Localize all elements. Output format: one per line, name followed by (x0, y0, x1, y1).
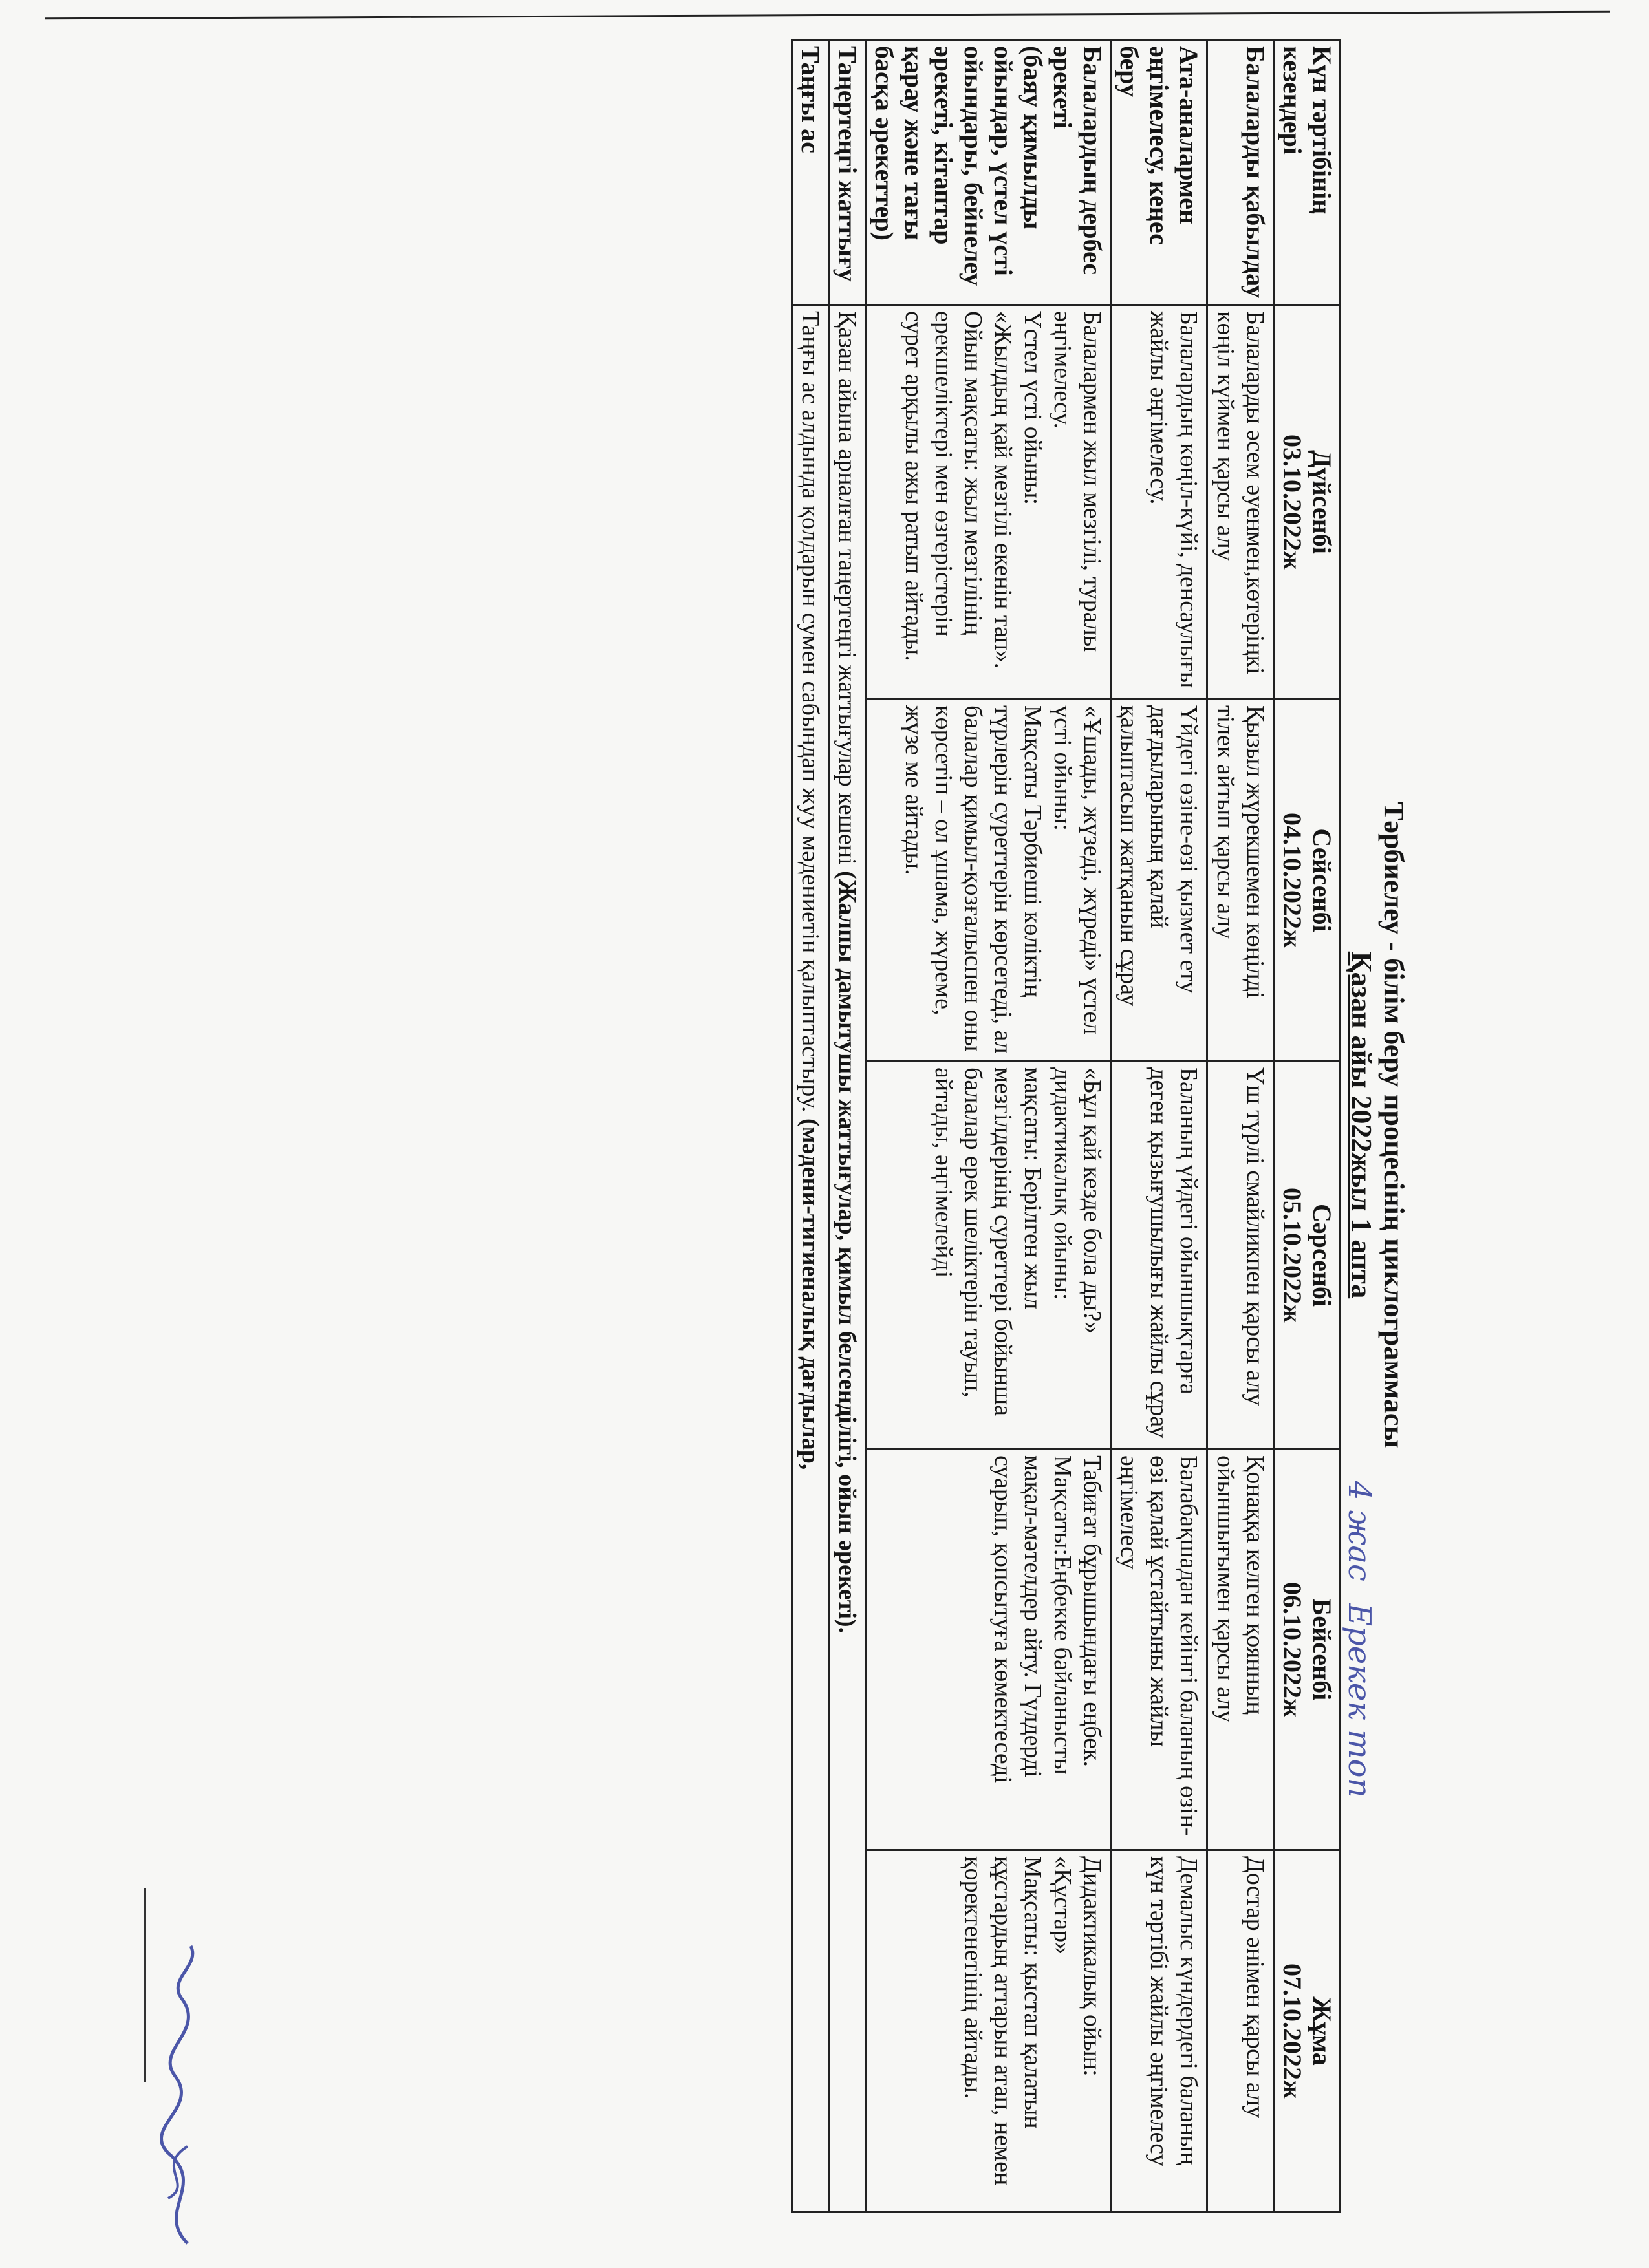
table-cell: Қонаққа келген қоянның ойыншығымен қарсы алу (1207, 1450, 1274, 1850)
table-cell-span (829, 305, 866, 2212)
span-text: Таңғы ас алдында қолдарын сумен сабындап жуу мәдениетін қалыптастыру. (797, 311, 824, 1118)
table-cell: Балалардың көңіл-күйі, денсаулығы жайлы әңгімелесу. (1111, 305, 1207, 700)
signature-mark (129, 1940, 233, 2250)
table-cell: Баланың үйдегі ойыншықтарға деген қызығушылығы жайлы сұрау (1111, 1062, 1207, 1450)
table-cell: Балалармен жыл мезгілі, туралы әңгімелесу. Үстел үсті ойыны: «Жылдың қай мезгілі екенін тап». Ойын мақсаты: жыл мезгілінің ерекшеліктері мен өзгерістерін сурет арқылы ажы ратып айтады. (866, 305, 1111, 700)
day-name: Жұма (1308, 1996, 1337, 2066)
row-label: Таңғы ас (792, 40, 829, 305)
table-row (792, 40, 829, 2212)
day-date: 07.10.2022ж (1278, 1963, 1307, 2099)
handwritten-note-group: Ерекек топ (1341, 1603, 1377, 1798)
table-cell: Табиғат бұрышындағы еңбек. Мақсаты:Еңбекке байланысты мақал-мәтелдер айту. Гүлдерді суарып, қопсытуға көмектеседі (866, 1450, 1111, 1850)
row-label: Таңертеңгі жаттығу (829, 40, 866, 305)
header-day (1274, 700, 1341, 1062)
day-date: 03.10.2022ж (1278, 434, 1307, 570)
scan-edge-line (45, 11, 1610, 20)
span-text: Қазан айына арналған таңертеңгі жаттығулар кешені (834, 311, 861, 872)
table-row (1207, 40, 1274, 2212)
table-cell: «Бұл қай кезде бола ды?» дидактикалық ойыны: мақсаты: Берілген жыл мезгілдерінің суреттері бойынша балалар ерек шеліктерін тауып, айтады, әңгімелейді (866, 1062, 1111, 1450)
header-day (1274, 1062, 1341, 1450)
table-cell: Балаларды әсем әуенмен,көтеріңкі көңіл күймен қарсы алу (1207, 305, 1274, 700)
table-cell: Балабақшадан кейінгі баланың өзін-өзі қалай ұстайтыны жайлы әңгімелесу (1111, 1450, 1207, 1850)
header-day (1274, 1850, 1341, 2212)
table-cell: Демалыс күндердегі баланың күн тәртібі жайлы әңгімелесу (1111, 1850, 1207, 2212)
row-label: Балалардың дербес әрекеті (баяу қимылды ойындар, үстел үсті ойындары, бейнелеу әрекеті, кітаптар қарау және тағы басқа әрекеттер) (866, 40, 1111, 305)
span-bold-text: (мәдени-тигиеналық дағдылар, (797, 1118, 824, 1470)
handwritten-note-age: 4 жас (1341, 1481, 1377, 1581)
day-name: Сейсенбі (1308, 828, 1337, 932)
span-bold-text: (Жалпы дамытушы жаттығулар, қимыл белсенділігі, ойын әрекеті). (834, 871, 861, 1634)
row-label: Балаларды қабылдау (1207, 40, 1274, 305)
cyclogram-table (791, 39, 1341, 2213)
row-label: Ата-аналармен әңгімелесу, кеңес беру (1111, 40, 1207, 305)
document-page (272, 39, 1410, 2211)
day-date: 04.10.2022ж (1278, 812, 1307, 948)
table-cell: «Ұшады, жүзеді, жүреді» үстел үсті ойыны: Мақсаты Тәрбиеші көліктің түрлерін суреттерін көрсетеді, ал балалар қимыл-қозғалыспен оны көрсетіп – ол ұшама, жүреме, жүзе ме айтады. (866, 700, 1111, 1062)
day-name: Бейсенбі (1308, 1598, 1337, 1701)
table-row (866, 40, 1111, 2212)
document-subtitle: Қазан айы 2022жыл 1 апта (1346, 951, 1377, 1299)
document-title: Тәрбиелеу - білім беру процесінің циклограммасы (1378, 802, 1410, 1448)
table-row (1111, 40, 1207, 2212)
table-row (829, 40, 866, 2212)
document-header (1345, 39, 1410, 2211)
table-cell: Үйдегі өзіне-өзі қызмет ету дағдыларының қалай қалыптасып жатқанын сұрау (1111, 700, 1207, 1062)
day-name: Сәрсенбі (1308, 1203, 1337, 1307)
table-cell: Достар әнімен қарсы алу (1207, 1850, 1274, 2212)
table-cell-span (792, 305, 829, 2212)
header-schedule-stages: Күн тәртібінің кезеңдері (1274, 40, 1341, 305)
table-header-row (1274, 40, 1341, 2212)
table-cell: Қызыл жүрекшемен көңілді тілек айтып қарсы алу (1207, 700, 1274, 1062)
table-cell: Үш түрлі смайликпен қарсы алу (1207, 1062, 1274, 1450)
day-name: Дүйсенбі (1308, 450, 1337, 554)
header-day (1274, 1450, 1341, 1850)
day-date: 06.10.2022ж (1278, 1581, 1307, 1717)
day-date: 05.10.2022ж (1278, 1187, 1307, 1323)
header-day (1274, 305, 1341, 700)
table-cell: Дидактикалық ойын: «Құстар» Мақсаты: қыстап қалатын құстардың аттарын атап, немен қоректенетінің айтады. (866, 1850, 1111, 2212)
